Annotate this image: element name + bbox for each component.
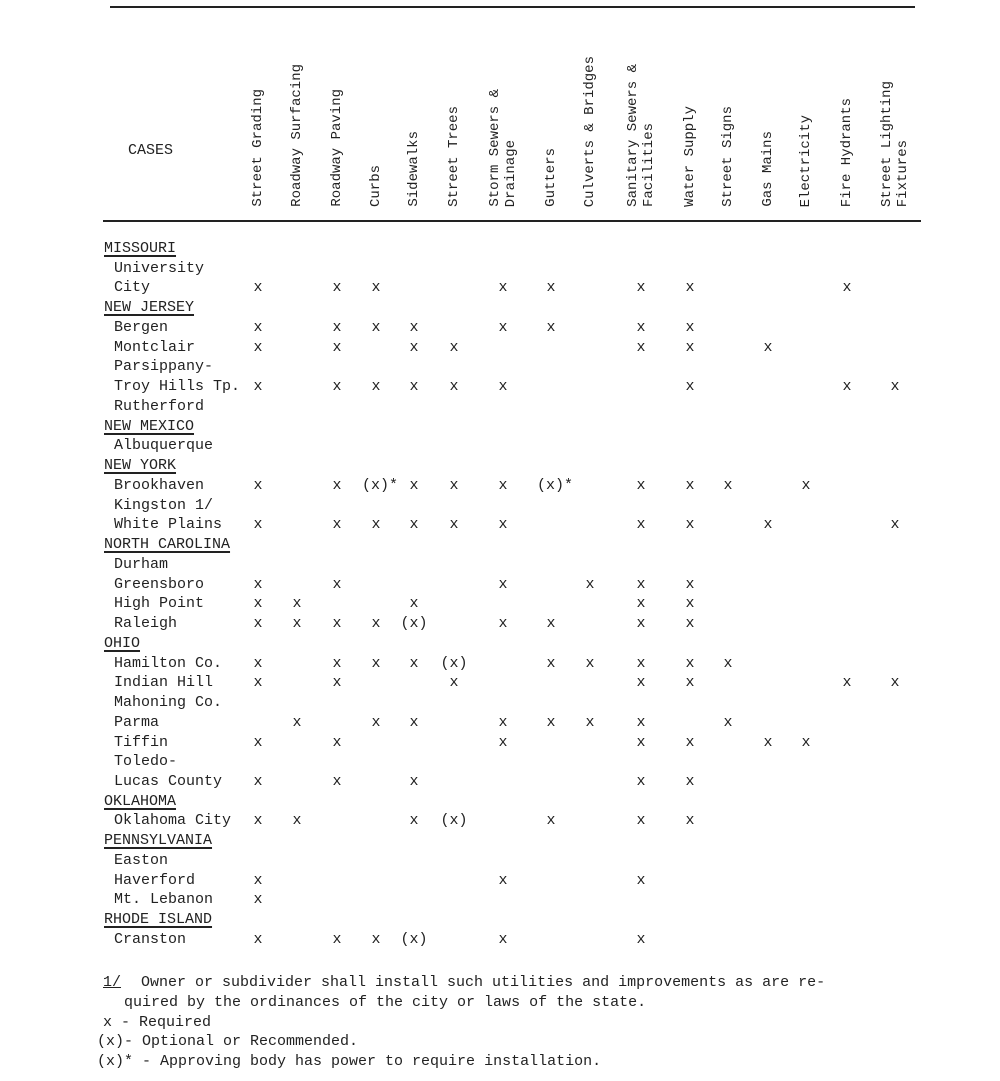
table-cell-mark: x (685, 279, 695, 297)
state-heading: MISSOURI (104, 240, 177, 257)
table-cell-mark: x (636, 772, 646, 790)
table-cell-mark: x (636, 674, 646, 692)
table-cell-mark: x (685, 595, 695, 613)
table-cell-mark: x (253, 615, 263, 633)
table-cell-mark: x (685, 476, 695, 494)
table-cell-mark: x (409, 713, 419, 731)
column-header: Gutters (543, 148, 559, 207)
table-cell-mark: (x) (440, 654, 468, 672)
table-cell-mark: x (332, 615, 342, 633)
column-header: Sidewalks (406, 131, 422, 207)
case-label: Oklahoma City (114, 812, 232, 830)
table-cell-mark: x (332, 575, 342, 593)
table-cell-mark: x (685, 378, 695, 396)
column-header: Fire Hydrants (839, 97, 855, 207)
table-cell-mark: x (636, 476, 646, 494)
table-cell-mark: x (585, 575, 595, 593)
case-label: Parma (114, 713, 160, 731)
table-cell-mark: x (498, 733, 508, 751)
column-header: Curbs (368, 164, 384, 207)
case-label: Kingston 1/ (114, 496, 214, 514)
table-cell-mark: (x) (400, 930, 428, 948)
case-label: Mt. Lebanon (114, 891, 214, 909)
table-cell-mark: (x) (440, 812, 468, 830)
case-label: Easton (114, 851, 169, 869)
table-cell-mark: (x)* (361, 476, 399, 494)
table-cell-mark: x (685, 772, 695, 790)
legend-power: (x)* - Approving body has power to require installation. (97, 1053, 602, 1070)
column-header: Drainage (503, 139, 519, 207)
table-cell-mark: x (498, 575, 508, 593)
table-cell-mark: x (636, 930, 646, 948)
footnote-1-marker: 1/ (103, 974, 122, 991)
column-header: Street Lighting (879, 80, 895, 207)
case-label: Cranston (114, 930, 187, 948)
table-cell-mark: x (636, 279, 646, 297)
table-cell-mark: x (636, 733, 646, 751)
column-header: Facilities (641, 122, 657, 207)
cases-header: CASES (128, 142, 174, 159)
state-heading: NORTH CAROLINA (104, 536, 231, 554)
table-cell-mark: x (636, 575, 646, 593)
table-cell-mark: x (723, 713, 733, 731)
table-cell-mark: x (332, 674, 342, 692)
table-cell-mark: x (253, 772, 263, 790)
state-heading: RHODE ISLAND (104, 911, 213, 929)
table-cell-mark: x (723, 476, 733, 494)
case-label: Troy Hills Tp. (114, 378, 241, 396)
case-label: Hamilton Co. (114, 654, 223, 672)
table-cell-mark: x (685, 654, 695, 672)
table-cell-mark: x (636, 871, 646, 889)
column-header: Street Grading (250, 89, 266, 207)
column-header: Roadway Paving (329, 89, 345, 207)
table-cell-mark: x (292, 812, 302, 830)
table-cell-mark: x (498, 713, 508, 731)
table-cell-mark: x (890, 674, 900, 692)
table-cell-mark: x (332, 516, 342, 534)
table-cell-mark: x (546, 654, 556, 672)
table-cell-mark: x (253, 891, 263, 909)
case-label: Greensboro (114, 575, 205, 593)
table-cell-mark: x (498, 516, 508, 534)
legend-required: x - Required (103, 1014, 212, 1031)
column-header: Culverts & Bridges (582, 55, 598, 207)
table-cell-mark: x (546, 615, 556, 633)
case-label: Toledo- (114, 753, 178, 771)
table-cell-mark: x (498, 279, 508, 297)
state-heading: NEW YORK (104, 457, 177, 475)
table-cell-mark: x (371, 930, 381, 948)
table-cell-mark: x (332, 772, 342, 790)
table-cell-mark: x (409, 476, 419, 494)
table-cell-mark: x (409, 318, 419, 336)
table-cell-mark: x (636, 516, 646, 534)
case-label: Bergen (114, 318, 169, 336)
table-cell-mark: x (332, 476, 342, 494)
table-cell-mark: x (685, 338, 695, 356)
table-cell-mark: x (449, 378, 459, 396)
table-cell-mark: x (685, 674, 695, 692)
table-cell-mark: x (498, 476, 508, 494)
table-cell-mark: x (253, 338, 263, 356)
table-cell-mark: x (842, 279, 852, 297)
table-cell-mark: x (685, 516, 695, 534)
table-cell-mark: x (498, 930, 508, 948)
case-label: Albuquerque (114, 437, 214, 455)
table-cell-mark: x (253, 279, 263, 297)
table-cell-mark: x (371, 516, 381, 534)
table-cell-mark: x (890, 516, 900, 534)
table-cell-mark: x (498, 378, 508, 396)
case-label: Durham (114, 555, 169, 573)
table-cell-mark: x (253, 476, 263, 494)
table-cell-mark: x (253, 378, 263, 396)
top-rule (110, 6, 915, 8)
table-cell-mark: x (253, 674, 263, 692)
state-heading: OHIO (104, 634, 141, 652)
table-cell-mark: x (409, 338, 419, 356)
state-heading: NEW MEXICO (104, 417, 195, 435)
table-cell-mark: x (685, 615, 695, 633)
table-cell-mark: x (636, 338, 646, 356)
case-label: Tiffin (114, 733, 169, 751)
state-heading: PENNSYLVANIA (104, 832, 213, 850)
table-cell-mark: x (723, 654, 733, 672)
table-cell-mark: x (498, 871, 508, 889)
table-cell-mark: x (253, 575, 263, 593)
table-cell-mark: x (332, 279, 342, 297)
table-cell-mark: x (763, 516, 773, 534)
legend-optional: (x)- Optional or Recommended. (97, 1033, 359, 1050)
column-header: Storm Sewers & (487, 89, 503, 207)
table-cell-mark: x (409, 378, 419, 396)
case-label: University (114, 259, 205, 277)
table-cell-mark: x (292, 615, 302, 633)
table-cell-mark: x (801, 733, 811, 751)
table-cell-mark: x (842, 378, 852, 396)
table-cell-mark: x (253, 812, 263, 830)
table-cell-mark: x (636, 713, 646, 731)
table-cell-mark: x (409, 516, 419, 534)
table-cell-mark: x (636, 812, 646, 830)
table-cell-mark: x (685, 318, 695, 336)
table-cell-mark: x (636, 654, 646, 672)
table-cell-mark: x (546, 713, 556, 731)
column-header: Roadway Surfacing (289, 64, 305, 207)
table-cell-mark: x (253, 871, 263, 889)
case-label: Haverford (114, 871, 196, 889)
table-cell-mark: (x)* (536, 476, 574, 494)
table-cell-mark: x (332, 930, 342, 948)
case-label: Mahoning Co. (114, 694, 223, 712)
table-cell-mark: x (371, 713, 381, 731)
table-cell-mark: x (801, 476, 811, 494)
table-cell-mark: x (449, 674, 459, 692)
table-cell-mark: x (409, 772, 419, 790)
column-header: Fixtures (895, 139, 911, 207)
table-cell-mark: x (763, 338, 773, 356)
state-heading: NEW JERSEY (104, 299, 195, 317)
column-header: Gas Mains (760, 131, 776, 207)
case-label: Raleigh (114, 615, 178, 633)
case-label: Parsippany- (114, 358, 214, 376)
table-cell-mark: x (685, 575, 695, 593)
table-cell-mark: x (371, 318, 381, 336)
column-header: Water Supply (682, 106, 698, 207)
case-label: High Point (114, 595, 205, 613)
footnote-1-line1: Owner or subdivider shall install such utilities and improvements as are re- (141, 974, 826, 991)
table-cell-mark: x (409, 654, 419, 672)
table-cell-mark: x (409, 812, 419, 830)
case-label: Rutherford (114, 397, 205, 415)
table-cell-mark: x (371, 378, 381, 396)
footnote-1-line2: quired by the ordinances of the city or laws of the state. (124, 994, 647, 1011)
table-cell-mark: x (890, 378, 900, 396)
table-cell-mark: x (685, 812, 695, 830)
case-label: Lucas County (114, 772, 223, 790)
table-cell-mark: x (585, 713, 595, 731)
table-cell-mark: x (332, 378, 342, 396)
table-cell-mark: x (449, 516, 459, 534)
table-cell-mark: x (546, 812, 556, 830)
table-cell-mark: x (371, 654, 381, 672)
table-cell-mark: x (636, 318, 646, 336)
table-cell-mark: x (546, 279, 556, 297)
column-header: Street Signs (720, 106, 736, 207)
table-cell-mark: x (371, 615, 381, 633)
table-cell-mark: x (409, 595, 419, 613)
table-cell-mark: x (253, 733, 263, 751)
table-cell-mark: x (546, 318, 556, 336)
case-label: Brookhaven (114, 476, 205, 494)
table-cell-mark: x (685, 733, 695, 751)
column-header: Electricity (798, 114, 814, 207)
table-cell-mark: x (253, 516, 263, 534)
column-header: Street Trees (446, 106, 462, 207)
table-cell-mark: x (292, 713, 302, 731)
table-cell-mark: x (332, 654, 342, 672)
table-cell-mark: x (332, 733, 342, 751)
header-rule (103, 220, 921, 222)
table-cell-mark: x (842, 674, 852, 692)
table-cell-mark: x (253, 595, 263, 613)
table-cell-mark: x (253, 654, 263, 672)
case-label: White Plains (114, 516, 223, 534)
case-label: Indian Hill (114, 674, 214, 692)
table-cell-mark: x (498, 318, 508, 336)
table-cell-mark: x (636, 615, 646, 633)
table-cell-mark: x (449, 476, 459, 494)
table-cell-mark: x (498, 615, 508, 633)
table-cell-mark: x (636, 595, 646, 613)
table-cell-mark: x (371, 279, 381, 297)
state-heading: OKLAHOMA (104, 792, 177, 810)
case-label: Montclair (114, 338, 196, 356)
table-cell-mark: x (449, 338, 459, 356)
table-cell-mark: x (763, 733, 773, 751)
table-cell-mark: (x) (400, 615, 428, 633)
case-label: City (114, 279, 151, 297)
column-header: Sanitary Sewers & (625, 64, 641, 207)
table-cell-mark: x (292, 595, 302, 613)
table-cell-mark: x (253, 318, 263, 336)
table-cell-mark: x (332, 338, 342, 356)
table-cell-mark: x (585, 654, 595, 672)
table-cell-mark: x (332, 318, 342, 336)
table-cell-mark: x (253, 930, 263, 948)
